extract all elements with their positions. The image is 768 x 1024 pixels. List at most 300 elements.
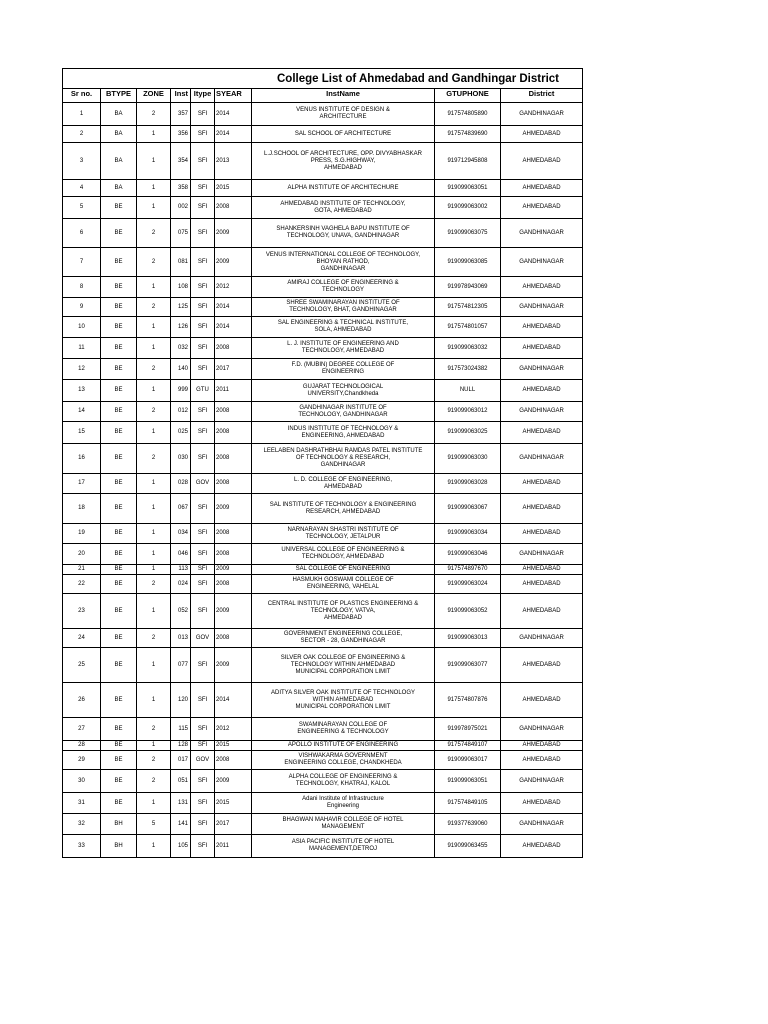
cell-zone: 1 (137, 494, 171, 524)
cell-gtuphone: 919377639060 (435, 814, 501, 835)
cell-sr-no: 23 (63, 594, 101, 629)
cell-btype: BE (101, 197, 137, 219)
cell-inst-name: SWAMINARAYAN COLLEGE OF ENGINEERING & TECHNOLOGY (252, 718, 435, 741)
cell-district: AHMEDABAD (501, 594, 583, 629)
cell-inst: 357 (171, 103, 191, 126)
cell-inst-name: VISHWAKARMA GOVERNMENT ENGINEERING COLLEGE, CHANDKHEDA (252, 751, 435, 770)
cell-itype: SFI (191, 524, 215, 544)
cell-inst-name: HASMUKH GOSWAMI COLLEGE OF ENGINEERING, VAHELAL (252, 575, 435, 594)
cell-sr-no: 24 (63, 629, 101, 648)
cell-sr-no: 8 (63, 277, 101, 298)
cell-district: AHMEDABAD (501, 380, 583, 402)
cell-syear: 2008 (215, 629, 252, 648)
cell-sr-no: 32 (63, 814, 101, 835)
cell-itype: GOV (191, 474, 215, 494)
cell-syear: 2008 (215, 338, 252, 359)
cell-inst-name: VENUS INTERNATIONAL COLLEGE OF TECHNOLOGY, BHOYAN RATHOD, GANDHINAGAR (252, 248, 435, 277)
table-row (63, 402, 583, 422)
cell-zone: 1 (137, 544, 171, 565)
cell-itype: GOV (191, 629, 215, 648)
cell-itype: SFI (191, 741, 215, 751)
cell-inst: 131 (171, 793, 191, 814)
cell-sr-no: 31 (63, 793, 101, 814)
cell-inst: 075 (171, 219, 191, 248)
cell-itype: SFI (191, 793, 215, 814)
cell-inst: 141 (171, 814, 191, 835)
cell-inst-name: ALPHA INSTITUTE OF ARCHITECHURE (252, 180, 435, 197)
cell-itype: GTU (191, 380, 215, 402)
cell-zone: 1 (137, 741, 171, 751)
cell-sr-no: 16 (63, 444, 101, 474)
cell-btype: BE (101, 277, 137, 298)
cell-syear: 2014 (215, 683, 252, 718)
table-row (63, 380, 583, 402)
cell-zone: 2 (137, 444, 171, 474)
cell-inst-name: SAL ENGINEERING & TECHNICAL INSTITUTE, SOLA, AHMEDABAD (252, 317, 435, 338)
cell-btype: BE (101, 298, 137, 317)
cell-itype: SFI (191, 648, 215, 683)
cell-inst: 113 (171, 565, 191, 575)
table-row (63, 835, 583, 858)
cell-itype: SFI (191, 359, 215, 380)
cell-gtuphone: 917574897670 (435, 565, 501, 575)
cell-inst: 032 (171, 338, 191, 359)
cell-district: AHMEDABAD (501, 683, 583, 718)
cell-btype: BA (101, 180, 137, 197)
cell-gtuphone: 919099063012 (435, 402, 501, 422)
cell-inst-name: F.D. (MUBIN) DEGREE COLLEGE OF ENGINEERING (252, 359, 435, 380)
col-header-sr: Sr no. (63, 89, 101, 103)
table-row (63, 629, 583, 648)
cell-sr-no: 15 (63, 422, 101, 444)
cell-zone: 5 (137, 814, 171, 835)
cell-zone: 2 (137, 575, 171, 594)
col-header-instname: InstName (252, 89, 435, 103)
table-row (63, 494, 583, 524)
cell-inst-name: GANDHINAGAR INSTITUTE OF TECHNOLOGY, GANDHINAGAR (252, 402, 435, 422)
cell-district: GANDHINAGAR (501, 444, 583, 474)
cell-btype: BA (101, 103, 137, 126)
cell-zone: 2 (137, 770, 171, 793)
cell-sr-no: 30 (63, 770, 101, 793)
cell-inst: 025 (171, 422, 191, 444)
cell-district: AHMEDABAD (501, 338, 583, 359)
table-row (63, 197, 583, 219)
cell-gtuphone: 919099063002 (435, 197, 501, 219)
cell-btype: BE (101, 317, 137, 338)
cell-inst-name: ALPHA COLLEGE OF ENGINEERING & TECHNOLOGY, KHATRAJ, KALOL (252, 770, 435, 793)
cell-inst: 030 (171, 444, 191, 474)
cell-inst-name: BHAGWAN MAHAVIR COLLEGE OF HOTEL MANAGEMENT (252, 814, 435, 835)
cell-itype: GOV (191, 751, 215, 770)
cell-district: GANDHINAGAR (501, 219, 583, 248)
table-row (63, 277, 583, 298)
cell-zone: 2 (137, 402, 171, 422)
table-row (63, 770, 583, 793)
cell-btype: BE (101, 575, 137, 594)
cell-zone: 1 (137, 648, 171, 683)
cell-zone: 1 (137, 524, 171, 544)
cell-sr-no: 11 (63, 338, 101, 359)
cell-inst-name: INDUS INSTITUTE OF TECHNOLOGY & ENGINEERING, AHMEDABAD (252, 422, 435, 444)
table-row (63, 718, 583, 741)
cell-btype: BE (101, 683, 137, 718)
cell-syear: 2015 (215, 180, 252, 197)
cell-inst: 051 (171, 770, 191, 793)
cell-sr-no: 19 (63, 524, 101, 544)
cell-syear: 2009 (215, 219, 252, 248)
cell-sr-no: 12 (63, 359, 101, 380)
header-row (63, 89, 583, 103)
cell-zone: 1 (137, 126, 171, 143)
cell-zone: 2 (137, 629, 171, 648)
cell-sr-no: 7 (63, 248, 101, 277)
cell-district: AHMEDABAD (501, 575, 583, 594)
col-header-itype: Itype (191, 89, 215, 103)
cell-inst-name: AMIRAJ COLLEGE OF ENGINEERING & TECHNOLOGY (252, 277, 435, 298)
cell-gtuphone: 919099063046 (435, 544, 501, 565)
cell-gtuphone: 917574849105 (435, 793, 501, 814)
cell-itype: SFI (191, 770, 215, 793)
cell-district: AHMEDABAD (501, 648, 583, 683)
cell-inst-name: GUJARAT TECHNOLOGICAL UNIVERSITY,Chandkheda (252, 380, 435, 402)
table-row (63, 474, 583, 494)
cell-district: AHMEDABAD (501, 494, 583, 524)
cell-inst: 356 (171, 126, 191, 143)
cell-zone: 1 (137, 683, 171, 718)
col-header-syear: SYEAR (215, 89, 252, 103)
cell-sr-no: 33 (63, 835, 101, 858)
cell-itype: SFI (191, 814, 215, 835)
cell-sr-no: 28 (63, 741, 101, 751)
cell-syear: 2012 (215, 718, 252, 741)
cell-syear: 2009 (215, 248, 252, 277)
cell-inst: 999 (171, 380, 191, 402)
cell-gtuphone: 919099063455 (435, 835, 501, 858)
cell-inst: 081 (171, 248, 191, 277)
cell-btype: BE (101, 544, 137, 565)
cell-inst-name: ADITYA SILVER OAK INSTITUTE OF TECHNOLOGY WITHIN AHMEDABAD MUNICIPAL CORPORATION LIMIT (252, 683, 435, 718)
cell-inst: 028 (171, 474, 191, 494)
cell-gtuphone: 917574807876 (435, 683, 501, 718)
cell-inst-name: SHREE SWAMINARAYAN INSTITUTE OF TECHNOLOGY, BHAT, GANDHINAGAR (252, 298, 435, 317)
cell-inst-name: SAL COLLEGE OF ENGINEERING (252, 565, 435, 575)
cell-inst: 024 (171, 575, 191, 594)
cell-inst-name: ASIA PACIFIC INSTITUTE OF HOTEL MANAGEMENT,DETROJ (252, 835, 435, 858)
cell-inst: 105 (171, 835, 191, 858)
cell-btype: BE (101, 770, 137, 793)
cell-btype: BE (101, 751, 137, 770)
cell-gtuphone: 919099063067 (435, 494, 501, 524)
cell-syear: 2009 (215, 770, 252, 793)
table-row (63, 751, 583, 770)
cell-inst: 126 (171, 317, 191, 338)
cell-syear: 2008 (215, 197, 252, 219)
college-table (62, 68, 583, 858)
cell-syear: 2012 (215, 277, 252, 298)
cell-sr-no: 1 (63, 103, 101, 126)
cell-itype: SFI (191, 402, 215, 422)
col-header-gtuphone: GTUPHONE (435, 89, 501, 103)
cell-inst: 125 (171, 298, 191, 317)
cell-btype: BE (101, 474, 137, 494)
cell-sr-no: 5 (63, 197, 101, 219)
cell-inst-name: APOLLO INSTITUTE OF ENGINEERING (252, 741, 435, 751)
cell-syear: 2008 (215, 444, 252, 474)
cell-syear: 2008 (215, 575, 252, 594)
cell-inst: 120 (171, 683, 191, 718)
cell-sr-no: 25 (63, 648, 101, 683)
cell-btype: BE (101, 741, 137, 751)
title-row (63, 69, 583, 89)
table-row (63, 422, 583, 444)
cell-zone: 2 (137, 359, 171, 380)
cell-itype: SFI (191, 494, 215, 524)
cell-itype: SFI (191, 277, 215, 298)
cell-district: AHMEDABAD (501, 565, 583, 575)
cell-inst-name: NARNARAYAN SHASTRI INSTITUTE OF TECHNOLOGY, JETALPUR (252, 524, 435, 544)
cell-btype: BA (101, 143, 137, 180)
cell-sr-no: 27 (63, 718, 101, 741)
cell-inst-name: GOVERNMENT ENGINEERING COLLEGE, SECTOR - 28, GANDHINAGAR (252, 629, 435, 648)
cell-itype: SFI (191, 143, 215, 180)
cell-gtuphone: 919978943069 (435, 277, 501, 298)
cell-district: AHMEDABAD (501, 197, 583, 219)
col-header-btype: BTYPE (101, 89, 137, 103)
cell-sr-no: 4 (63, 180, 101, 197)
cell-inst: 108 (171, 277, 191, 298)
cell-gtuphone: NULL (435, 380, 501, 402)
cell-sr-no: 21 (63, 565, 101, 575)
table-row (63, 248, 583, 277)
cell-itype: SFI (191, 683, 215, 718)
table-row (63, 219, 583, 248)
cell-gtuphone: 919712945808 (435, 143, 501, 180)
table-row (63, 648, 583, 683)
cell-btype: BE (101, 402, 137, 422)
cell-syear: 2008 (215, 422, 252, 444)
cell-syear: 2009 (215, 648, 252, 683)
cell-sr-no: 22 (63, 575, 101, 594)
cell-itype: SFI (191, 422, 215, 444)
cell-inst: 067 (171, 494, 191, 524)
table-row (63, 683, 583, 718)
cell-inst: 052 (171, 594, 191, 629)
cell-zone: 2 (137, 718, 171, 741)
cell-inst-name: L. J. INSTITUTE OF ENGINEERING AND TECHNOLOGY, AHMEDABAD (252, 338, 435, 359)
table-row (63, 544, 583, 565)
cell-gtuphone: 919099063025 (435, 422, 501, 444)
cell-sr-no: 29 (63, 751, 101, 770)
cell-district: AHMEDABAD (501, 835, 583, 858)
cell-sr-no: 14 (63, 402, 101, 422)
table-row (63, 594, 583, 629)
table-row (63, 575, 583, 594)
cell-district: GANDHINAGAR (501, 248, 583, 277)
cell-district: AHMEDABAD (501, 474, 583, 494)
cell-inst: 002 (171, 197, 191, 219)
cell-btype: BE (101, 565, 137, 575)
cell-sr-no: 13 (63, 380, 101, 402)
cell-district: AHMEDABAD (501, 751, 583, 770)
cell-inst-name: AHMEDABAD INSTITUTE OF TECHNOLOGY, GOTA, AHMEDABAD (252, 197, 435, 219)
cell-zone: 1 (137, 835, 171, 858)
cell-inst-name: SILVER OAK COLLEGE OF ENGINEERING & TECHNOLOGY WITHIN AHMEDABAD MUNICIPAL CORPORATION LIMIT (252, 648, 435, 683)
cell-zone: 1 (137, 565, 171, 575)
cell-gtuphone: 919099063077 (435, 648, 501, 683)
cell-gtuphone: 917574839690 (435, 126, 501, 143)
cell-district: GANDHINAGAR (501, 103, 583, 126)
cell-gtuphone: 917574805890 (435, 103, 501, 126)
cell-inst: 128 (171, 741, 191, 751)
cell-syear: 2008 (215, 402, 252, 422)
cell-syear: 2009 (215, 565, 252, 575)
cell-district: AHMEDABAD (501, 524, 583, 544)
table-row (63, 793, 583, 814)
cell-syear: 2015 (215, 793, 252, 814)
cell-itype: SFI (191, 594, 215, 629)
cell-syear: 2015 (215, 741, 252, 751)
cell-itype: SFI (191, 180, 215, 197)
cell-syear: 2011 (215, 835, 252, 858)
cell-district: AHMEDABAD (501, 277, 583, 298)
cell-syear: 2017 (215, 814, 252, 835)
cell-btype: BE (101, 629, 137, 648)
cell-zone: 2 (137, 751, 171, 770)
cell-itype: SFI (191, 197, 215, 219)
cell-district: GANDHINAGAR (501, 359, 583, 380)
cell-btype: BE (101, 594, 137, 629)
cell-gtuphone: 919099063017 (435, 751, 501, 770)
col-header-inst: Inst (171, 89, 191, 103)
table-row (63, 359, 583, 380)
cell-btype: BE (101, 648, 137, 683)
cell-district: AHMEDABAD (501, 793, 583, 814)
cell-gtuphone: 919099063028 (435, 474, 501, 494)
cell-btype: BH (101, 835, 137, 858)
cell-inst: 017 (171, 751, 191, 770)
cell-sr-no: 6 (63, 219, 101, 248)
cell-sr-no: 2 (63, 126, 101, 143)
cell-btype: BE (101, 793, 137, 814)
cell-gtuphone: 919099063024 (435, 575, 501, 594)
cell-syear: 2014 (215, 103, 252, 126)
table-row (63, 317, 583, 338)
cell-district: AHMEDABAD (501, 317, 583, 338)
cell-syear: 2009 (215, 494, 252, 524)
cell-district: AHMEDABAD (501, 143, 583, 180)
cell-district: AHMEDABAD (501, 422, 583, 444)
cell-itype: SFI (191, 126, 215, 143)
cell-inst-name: CENTRAL INSTITUTE OF PLASTICS ENGINEERING & TECHNOLOGY, VATVA, AHMEDABAD (252, 594, 435, 629)
cell-inst-name: UNIVERSAL COLLEGE OF ENGINEERING & TECHNOLOGY, AHMEDABAD (252, 544, 435, 565)
cell-btype: BE (101, 338, 137, 359)
cell-sr-no: 18 (63, 494, 101, 524)
cell-itype: SFI (191, 103, 215, 126)
cell-zone: 2 (137, 219, 171, 248)
cell-itype: SFI (191, 444, 215, 474)
cell-btype: BE (101, 359, 137, 380)
cell-sr-no: 9 (63, 298, 101, 317)
table-row (63, 338, 583, 359)
cell-zone: 2 (137, 103, 171, 126)
table-row (63, 814, 583, 835)
cell-syear: 2008 (215, 524, 252, 544)
cell-btype: BE (101, 494, 137, 524)
cell-sr-no: 20 (63, 544, 101, 565)
col-header-district: District (501, 89, 583, 103)
cell-itype: SFI (191, 575, 215, 594)
cell-syear: 2008 (215, 474, 252, 494)
cell-inst: 012 (171, 402, 191, 422)
cell-syear: 2011 (215, 380, 252, 402)
table-row (63, 741, 583, 751)
cell-gtuphone: 917574849107 (435, 741, 501, 751)
table-row (63, 180, 583, 197)
cell-zone: 1 (137, 143, 171, 180)
cell-district: GANDHINAGAR (501, 298, 583, 317)
cell-btype: BE (101, 444, 137, 474)
cell-inst-name: VENUS INSTITUTE OF DESIGN & ARCHITECTURE (252, 103, 435, 126)
cell-btype: BE (101, 422, 137, 444)
table-row (63, 103, 583, 126)
cell-itype: SFI (191, 565, 215, 575)
cell-gtuphone: 919099063075 (435, 219, 501, 248)
cell-inst: 046 (171, 544, 191, 565)
cell-inst-name: L. D. COLLEGE OF ENGINEERING, AHMEDABAD (252, 474, 435, 494)
cell-district: GANDHINAGAR (501, 544, 583, 565)
cell-inst-name: LEELABEN DASHRATHBHAI RAMDAS PATEL INSTITUTE OF TECHNOLOGY & RESEARCH, GANDHINAGAR (252, 444, 435, 474)
cell-syear: 2008 (215, 544, 252, 565)
cell-syear: 2009 (215, 594, 252, 629)
cell-itype: SFI (191, 219, 215, 248)
table-row (63, 444, 583, 474)
cell-gtuphone: 917574801057 (435, 317, 501, 338)
cell-inst-name: SHANKERSINH VAGHELA BAPU INSTITUTE OF TECHNOLOGY, UNAVA, GANDHINAGAR (252, 219, 435, 248)
cell-gtuphone: 917573024382 (435, 359, 501, 380)
cell-btype: BH (101, 814, 137, 835)
cell-inst: 115 (171, 718, 191, 741)
cell-syear: 2008 (215, 751, 252, 770)
col-header-zone: ZONE (137, 89, 171, 103)
cell-btype: BE (101, 219, 137, 248)
cell-gtuphone: 919099063052 (435, 594, 501, 629)
cell-inst-name: SAL SCHOOL OF ARCHITECTURE (252, 126, 435, 143)
cell-gtuphone: 919099063034 (435, 524, 501, 544)
cell-itype: SFI (191, 338, 215, 359)
cell-zone: 1 (137, 317, 171, 338)
cell-gtuphone: 919099063030 (435, 444, 501, 474)
cell-sr-no: 17 (63, 474, 101, 494)
cell-itype: SFI (191, 835, 215, 858)
cell-sr-no: 10 (63, 317, 101, 338)
cell-itype: SFI (191, 248, 215, 277)
cell-gtuphone: 919099063032 (435, 338, 501, 359)
cell-syear: 2017 (215, 359, 252, 380)
cell-inst: 140 (171, 359, 191, 380)
cell-gtuphone: 919099063051 (435, 180, 501, 197)
cell-district: GANDHINAGAR (501, 718, 583, 741)
cell-zone: 1 (137, 422, 171, 444)
cell-zone: 1 (137, 380, 171, 402)
cell-sr-no: 26 (63, 683, 101, 718)
cell-inst: 358 (171, 180, 191, 197)
table-row (63, 143, 583, 180)
cell-gtuphone: 919099063085 (435, 248, 501, 277)
cell-gtuphone: 919099063051 (435, 770, 501, 793)
cell-district: GANDHINAGAR (501, 629, 583, 648)
cell-zone: 1 (137, 474, 171, 494)
